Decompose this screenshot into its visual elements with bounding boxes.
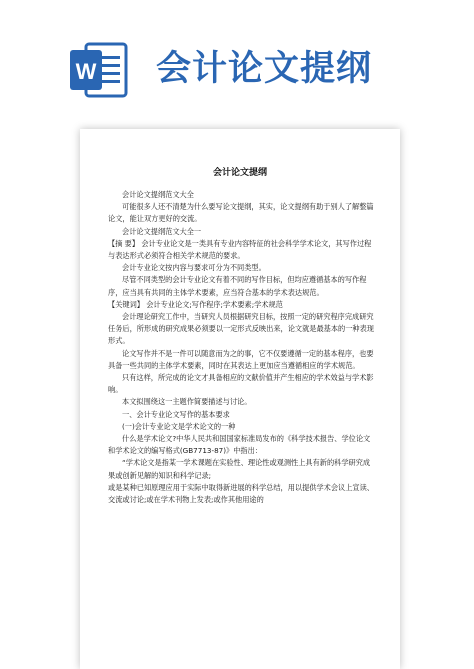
paragraph: 会计理论研究工作中，当研究人员根据研究目标，按照一定的研究程序完成研究任务后，所形成的研究成果必须要以一定形式反映出来，论文就是最基本的一种表现形式。 bbox=[108, 312, 374, 346]
paragraph: 只有这样，所完成的论文才具备相应的文献价值并产生相应的学术效益与学术影响。 bbox=[108, 373, 374, 395]
subsection-heading: (一)会计专业论文是学术论文的一种 bbox=[122, 421, 236, 431]
section-heading: 一、会计专业论文写作的基本要求 bbox=[122, 409, 230, 419]
paragraph: 尽管不同类型的会计专业论文有着不同的写作目标，但均应遵循基本的写作程序，应当具有共同的主体学术要素，应当符合基本的学术表达规范。 bbox=[108, 275, 367, 297]
paragraph: 会计论文提纲范文大全 bbox=[122, 190, 194, 199]
paragraph: 什么是学术论文?中华人民共和国国家标准局发布的《科学技术报告、学位论文和学术论文的编写格式(GB7713-87)》中指出： bbox=[108, 434, 371, 456]
banner bbox=[0, 0, 474, 120]
paragraph: 会计专业论文按内容与要求可分为不同类型。 bbox=[122, 263, 266, 273]
paragraph: 可能很多人还不清楚为什么要写论文提纲，其实，论文提纲有助于别人了解整篇论文，能让双方更好的交流。 bbox=[108, 202, 374, 224]
document-title: 会计论文提纲 bbox=[212, 168, 267, 178]
document-body bbox=[108, 189, 374, 506]
paragraph: 本文拟围绕这一主题作简要描述与讨论。 bbox=[122, 397, 252, 407]
keywords-paragraph: 【关键词】 会计专业论文;写作程序;学术要素;学术规范 bbox=[108, 299, 283, 309]
abstract-paragraph: 【摘 要】 会计专业论文是一类具有专业内容特征的社会科学学术论文，其写作过程与表达形式必须符合相关学术规范的要求。 bbox=[108, 238, 372, 261]
document-page bbox=[80, 129, 400, 669]
paragraph: “学术论文是指某一学术课题在实验性、理论性或观测性上具有新的科学研究成果或创新见解的知识和科学记录; bbox=[108, 458, 371, 480]
paragraph: 会计论文提纲范文大全一 bbox=[122, 226, 202, 236]
svg-text:W: W bbox=[75, 59, 97, 84]
word-document-icon bbox=[68, 42, 128, 98]
paragraph: 论文写作并不是一件可以随意而为之的事，它不仅要遵循一定的基本程序，也要具备一些共同的主体学术要素，同时在其表达上更加应当遵循相应的学术规范。 bbox=[108, 348, 374, 370]
banner-title: 会计论文提纲 bbox=[156, 49, 373, 89]
paragraph: 或是某种已知原理应用于实际中取得新进展的科学总结，用以提供学术会议上宣读、交流或讨论;或在学术刊物上发表;或作其他用途的 bbox=[108, 482, 374, 505]
